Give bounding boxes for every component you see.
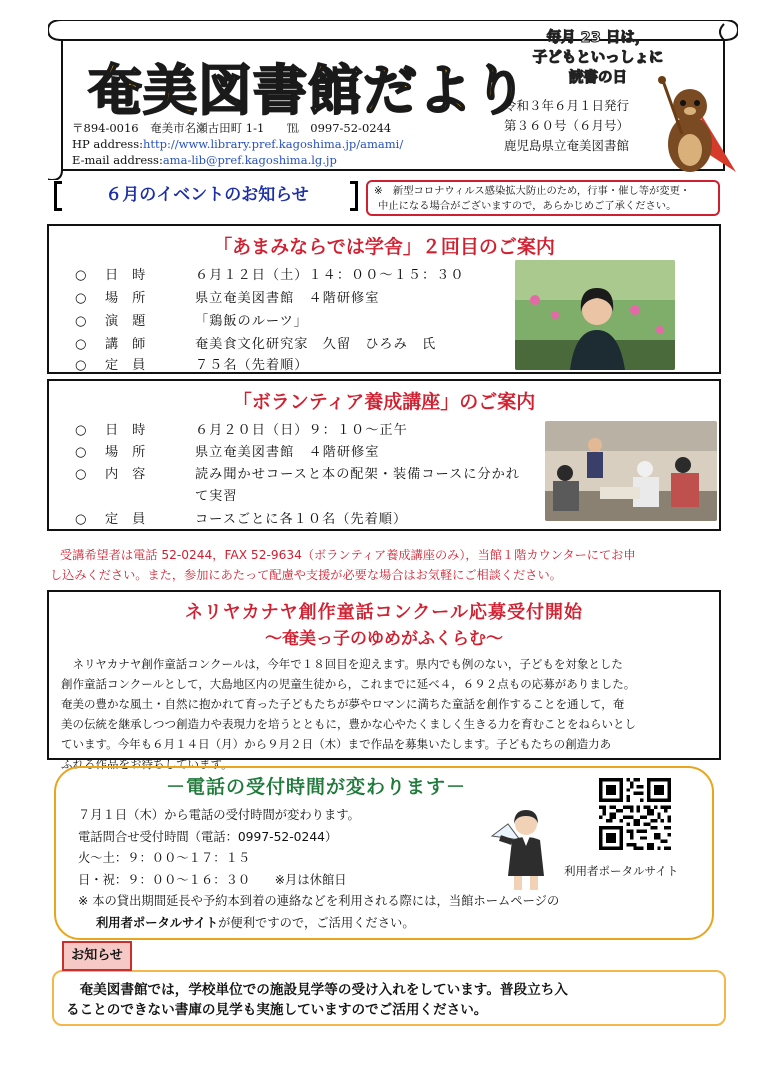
- phone-hours-title: －電話の受付時間が変わります－: [166, 776, 467, 798]
- detail-label: 講師: [105, 337, 160, 352]
- contest-box: [47, 590, 721, 771]
- detail-label: 演題: [105, 314, 160, 329]
- detail-value: 県立奄美図書館 ４階研修室: [195, 445, 380, 460]
- publisher: 鹿児島県立奄美図書館: [504, 138, 630, 153]
- phone-line: ７月１日（木）から電話の受付時間が変わります。: [78, 808, 360, 822]
- notice-line: 奄美図書館では，学校単位での施設見学等の受け入れをしています。普段立ち入: [66, 982, 568, 998]
- bullet-mark: ○: [75, 512, 87, 527]
- portal-caption: 利用者ポータルサイト: [564, 864, 679, 878]
- detail-label: 場所: [105, 291, 160, 306]
- registration-notice: [50, 545, 730, 585]
- contest-line: ネリヤカナヤ創作童話コンクールは，今年で１８回目を迎えます。県内でも例のない，子どもを対象とした: [61, 657, 623, 671]
- footnote-line: [78, 913, 559, 935]
- phone-hours-box: [54, 766, 714, 940]
- bullet-mark: ○: [75, 445, 87, 460]
- notice-tab: お知らせ: [62, 941, 132, 971]
- detail-value: コースごとに各１０名（先着順）: [195, 512, 408, 527]
- contest-line: ています。今年も６月１４日（月）から９月２日（木）まで作品を募集いたします。子どもたちの創造力あ: [61, 737, 612, 751]
- detail-value: 読み聞かせコースと本の配架・装備コースに分かれ: [195, 467, 520, 482]
- heading-bracket-right: [350, 181, 358, 211]
- phone-line: 火～土：９：００～１７：１５: [78, 851, 251, 865]
- event-amami-manabiya: [47, 224, 721, 374]
- portal-qr-code-icon[interactable]: [599, 778, 671, 850]
- hp-address-row: [72, 136, 403, 152]
- contest-body: [61, 654, 711, 774]
- event-title: 「ボランティア養成講座」のご案内: [232, 391, 536, 413]
- bullet-mark: ○: [75, 467, 87, 482]
- contest-line: 美の伝統を継承しつつ創造力や表現力を培うとともに，豊かな心やたくましく生きる力を育むことをねらいとし: [61, 717, 636, 731]
- covid-notice-line: ※ 新型コロナウィルス感染拡大防止のため，行事・催し等が変更・: [374, 185, 691, 197]
- event-detail-row: [75, 264, 465, 283]
- contest-line: 奄美の豊かな風土・自然に抱かれて育った子どもたちが夢やロマンに満ちた童話を創作することを通して，奄: [61, 697, 625, 711]
- event-detail-row: [75, 463, 520, 482]
- detail-value: 県立奄美図書館 ４階研修室: [195, 291, 380, 306]
- contest-subtitle: ～奄美っ子のゆめがふくらむ～: [265, 629, 503, 649]
- staff-person-icon: [486, 806, 566, 892]
- detail-label: 日時: [105, 423, 160, 438]
- event-volunteer-course: [47, 379, 721, 531]
- phone-hours-text: [78, 805, 360, 891]
- covid-notice-line: 中止になる場合がございますので，あらかじめご了承ください。: [378, 200, 677, 212]
- notice-box: [52, 970, 726, 1026]
- email-link[interactable]: ama-lib@pref.kagoshima.lg.jp: [162, 153, 337, 167]
- portal-site-link[interactable]: 利用者ポータルサイト: [96, 915, 219, 930]
- detail-value: て実習: [195, 489, 238, 504]
- detail-value: ７５名（先着順）: [195, 358, 309, 373]
- registration-line: 受講希望者は電話 52-0244，FAX 52-9634（ボランティア養成講座のみ），当館１階カウンターにてお申: [60, 548, 636, 562]
- hp-link[interactable]: http://www.library.pref.kagoshima.jp/amami/: [142, 137, 404, 151]
- contest-line: ふれる作品をお待ちしています。: [61, 757, 233, 771]
- bullet-mark: ○: [75, 358, 87, 373]
- detail-value: ６月２０日（日）９：１０～正午: [195, 423, 408, 438]
- phone-footnote: [78, 891, 559, 934]
- detail-label: 日時: [105, 268, 160, 283]
- bullet-mark: ○: [75, 268, 87, 283]
- event-detail-row: [75, 287, 379, 306]
- event-detail-row: [75, 310, 308, 329]
- event-detail-row: [75, 333, 436, 352]
- workshop-photo: [545, 421, 717, 521]
- reading-day-line: 毎月 23 日は，: [546, 30, 650, 46]
- event-detail-row: [75, 419, 408, 438]
- issue-number: 第３６０号（６月号）: [504, 118, 630, 133]
- footnote-line: ※ 本の貸出期間延長や予約本到着の連絡などを利用される際には，当館ホームページの: [78, 894, 560, 908]
- newsletter-title: 奄美図書館だより: [88, 59, 528, 122]
- reading-day-line: 読書の日: [569, 70, 627, 86]
- covid-notice: [366, 180, 720, 216]
- detail-value: 奄美食文化研究家 久留 ひろみ 氏: [195, 337, 437, 352]
- issue-info: [504, 96, 629, 156]
- detail-label: 場所: [105, 445, 160, 460]
- event-detail-row: [75, 508, 407, 527]
- hp-label: HP address:: [72, 137, 143, 151]
- bullet-mark: ○: [75, 423, 87, 438]
- detail-label: 定員: [105, 512, 160, 527]
- events-heading: ６月のイベントのお知らせ: [105, 185, 309, 205]
- reading-day-line: 子どもといっしょに: [532, 50, 664, 66]
- lecturer-photo: [515, 260, 675, 370]
- email-label: E-mail address:: [72, 153, 163, 167]
- detail-label: 定員: [105, 358, 160, 373]
- phone-line: 電話問合せ受付時間（電話：0997-52-0244）: [78, 829, 338, 844]
- event-detail-row: [75, 441, 379, 460]
- bullet-mark: ○: [75, 314, 87, 329]
- issue-date: 令和３年６月１日発行: [504, 98, 630, 113]
- library-address: [72, 120, 403, 168]
- detail-value: 「鶏飯のルーツ」: [195, 314, 308, 329]
- email-row: [72, 152, 403, 168]
- event-detail-row: [75, 354, 309, 373]
- postal-address: 〒894-0016 奄美市名瀬古田町 1-1 ℡ 0997-52-0244: [72, 121, 392, 135]
- event-detail-row: [75, 485, 238, 504]
- notice-line: ることのできない書庫の見学も実施していますのでご活用ください。: [66, 1002, 488, 1018]
- otter-mascot-icon: [656, 76, 738, 176]
- bullet-mark: ○: [75, 337, 87, 352]
- contest-line: 創作童話コンクールとして，大島地区内の児童生徒から，これまでに延べ４，６９２点もの応募がありました。: [61, 677, 636, 691]
- detail-value: ６月１２日（土）１４：００～１５：３０: [195, 268, 465, 283]
- detail-label: 内容: [105, 467, 160, 482]
- footnote-rest: が便利ですので，ご活用ください。: [218, 915, 415, 930]
- registration-line: し込みください。また，参加にあたって配慮や支援が必要な場合はお気軽にご相談ください。: [50, 568, 562, 582]
- event-title: 「あまみならでは学舎」２回目のご案内: [213, 236, 555, 258]
- contest-title: ネリヤカナヤ創作童話コンクール応募受付開始: [185, 602, 583, 623]
- phone-line: 日・祝：９：００～１６：３０ ※月は休館日: [78, 872, 347, 887]
- bullet-mark: ○: [75, 291, 87, 306]
